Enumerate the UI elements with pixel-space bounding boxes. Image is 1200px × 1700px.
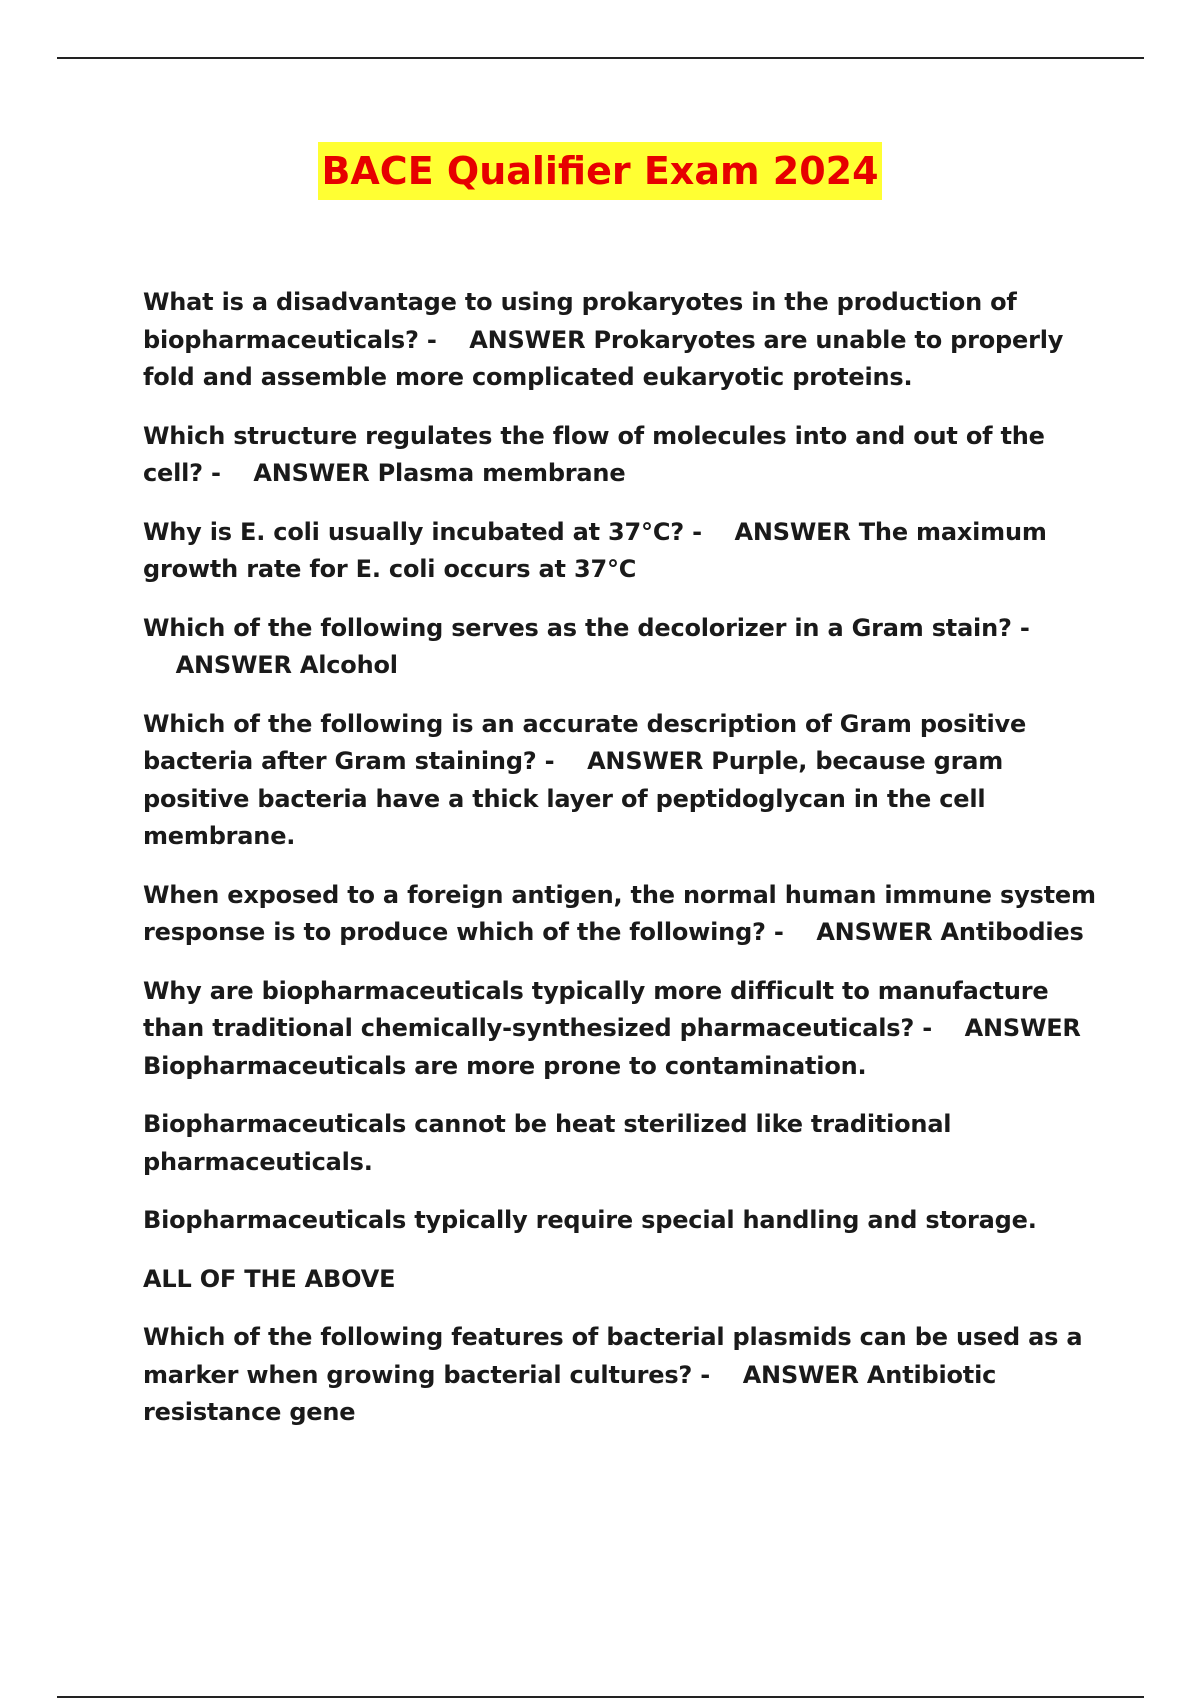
answer-text: ANSWER Plasma membrane [253, 459, 626, 487]
qa-item-3 [143, 514, 1103, 589]
question-text: Which of the following features of bacterial plasmids can be used as a marker when growing bacterial cultures? - [143, 1323, 1083, 1389]
top-rule [57, 57, 1144, 59]
qa-item-2 [143, 418, 1103, 493]
answer-continuation-1: Biopharmaceuticals cannot be heat sterilized like traditional pharmaceuticals. [143, 1110, 952, 1176]
answer-text: ANSWER Biopharmaceuticals are more prone to contamination. [143, 1014, 1081, 1080]
qa-item-6 [143, 877, 1103, 952]
answer-text: ANSWER Alcohol [175, 651, 398, 679]
qa-item-8 [143, 1319, 1103, 1432]
answer-text: ANSWER Antibodies [816, 918, 1084, 946]
question-text: Which of the following serves as the decolorizer in a Gram stain? - [143, 613, 1030, 642]
page-title: BACE Qualifier Exam 2024 [318, 142, 881, 200]
bottom-rule [57, 1696, 1144, 1698]
question-text: Why is E. coli usually incubated at 37°C? - [143, 517, 702, 546]
answer-text: ANSWER Prokaryotes are unable to properly fold and assemble more complicated eukaryotic proteins. [143, 325, 1064, 391]
question-text: Why are biopharmaceuticals typically more difficult to manufacture than traditional chemically-synthesized pharmaceuticals? - [143, 976, 1049, 1042]
qa-item-7 [143, 973, 1103, 1086]
answer-text: ANSWER The maximum growth rate for E. coli occurs at 37°C [143, 517, 1047, 583]
qa-item-5 [143, 706, 1103, 856]
answer-continuation-2: Biopharmaceuticals typically require special handling and storage. [143, 1206, 1037, 1234]
question-text: What is a disadvantage to using prokaryotes in the production of biopharmaceuticals? - [143, 288, 1017, 354]
qa-item-4 [143, 610, 1103, 685]
answer-text: ANSWER Antibiotic resistance gene [143, 1360, 997, 1426]
title-container [0, 142, 1200, 200]
answer-continuation-3: ALL OF THE ABOVE [143, 1264, 396, 1293]
question-text: Which of the following is an accurate description of Gram positive bacteria after Gram staining? - [143, 709, 1027, 775]
answer-text: ANSWER Purple, because gram positive bacteria have a thick layer of peptidoglycan in the cell membrane. [143, 747, 1004, 850]
qa-item-1 [143, 284, 1103, 397]
question-text: When exposed to a foreign antigen, the normal human immune system response is to produce which of the following? - [143, 880, 1096, 946]
document-body [143, 284, 1103, 1453]
question-text: Which structure regulates the flow of molecules into and out of the cell? - [143, 421, 1045, 487]
